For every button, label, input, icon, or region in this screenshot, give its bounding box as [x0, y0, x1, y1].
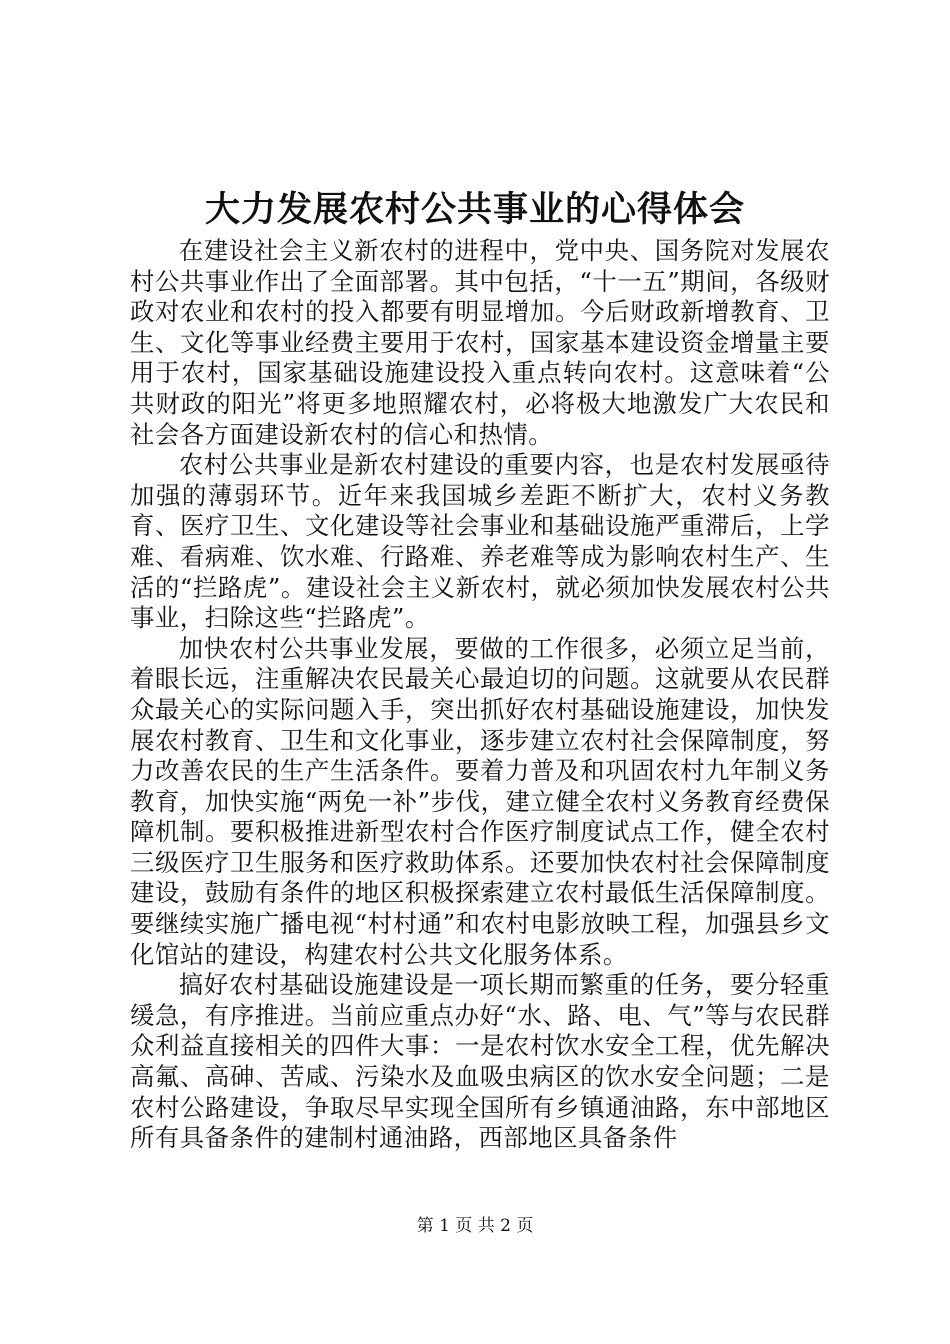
- paragraph: 搞好农村基础设施建设是一项长期而繁重的任务，要分轻重缓急，有序推进。当前应重点办好“水、路、电、气”等与农民群众利益直接相关的四件大事：一是农村饮水安全工程，优先解决高氟、高砷、苦咸、污染水及血吸虫病区的饮水安全问题；二是农村公路建设，争取尽早实现全国所有乡镇通油路，东中部地区所有具备条件的建制村通油路，西部地区具备条件: [130, 970, 830, 1153]
- paragraph: 在建设社会主义新农村的进程中，党中央、国务院对发展农村公共事业作出了全面部署。其中包括，“十一五”期间，各级财政对农业和农村的投入都要有明显增加。今后财政新增教育、卫生、文化等事业经费主要用于农村，国家基本建设资金增量主要用于农村，国家基础设施建设投入重点转向农村。这意味着“公共财政的阳光”将更多地照耀农村，必将极大地激发广大农民和社会各方面建设新农村的信心和热情。: [130, 236, 830, 449]
- document-title: 大力发展农村公共事业的心得体会: [204, 189, 745, 230]
- paragraph: 加快农村公共事业发展，要做的工作很多，必须立足当前，着眼长远，注重解决农民最关心最迫切的问题。这就要从农民群众最关心的实际问题入手，突出抓好农村基础设施建设，加快发展农村教育、卫生和文化事业，逐步建立农村社会保障制度，努力改善农民的生产生活条件。要着力普及和巩固农村九年制义务教育，加快实施“两免一补”步伐，建立健全农村义务教育经费保障机制。要积极推进新型农村合作医疗制度试点工作，健全农村三级医疗卫生服务和医疗救助体系。还要加快农村社会保障制度建设，鼓励有条件的地区积极探索建立农村最低生活保障制度。要继续实施广播电视“村村通”和农村电影放映工程，加强县乡文化馆站的建设，构建农村公共文化服务体系。: [130, 633, 830, 969]
- paragraph: 农村公共事业是新农村建设的重要内容，也是农村发展亟待加强的薄弱环节。近年来我国城乡差距不断扩大，农村义务教育、医疗卫生、文化建设等社会事业和基础设施严重滞后，上学难、看病难、饮水难、行路难、养老难等成为影响农村生产、生活的“拦路虎”。建设社会主义新农村，就必须加快发展农村公共事业，扫除这些“拦路虎”。: [130, 450, 830, 633]
- page-footer: 第 1 页 共 2 页: [416, 1216, 534, 1236]
- document-body: [130, 236, 830, 1154]
